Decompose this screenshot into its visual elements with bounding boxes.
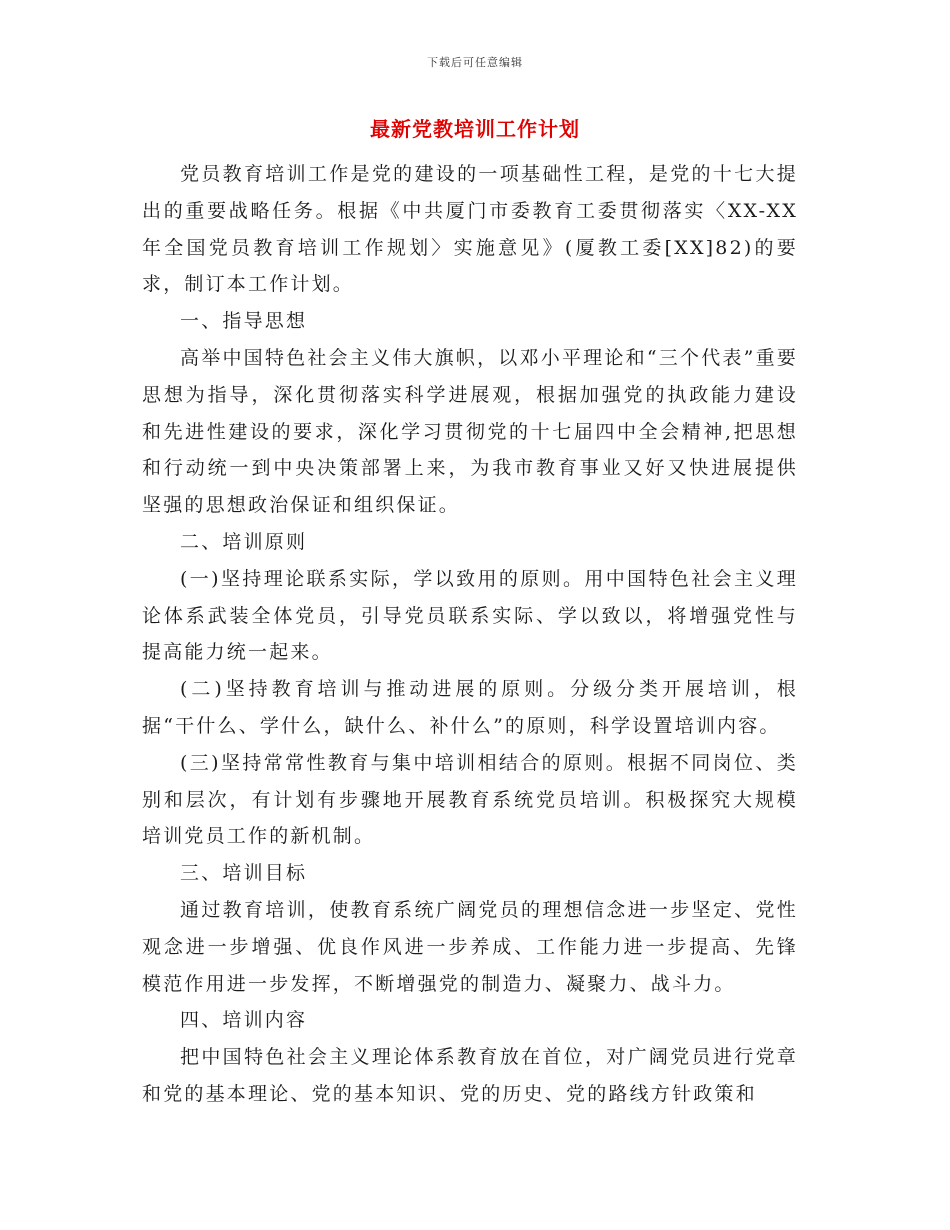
paragraph-principle-1: (一)坚持理论联系实际，学以致用的原则。用中国特色社会主义理论体系武装全体党员，引导党员联系实际、学以致以，将增强党性与提高能力统一起来。	[142, 567, 798, 664]
section-heading-training-goals: 三、培训目标	[180, 862, 308, 885]
section-heading-guiding-thought: 一、指导思想	[180, 310, 308, 333]
header-note: 下载后可任意编辑	[427, 56, 523, 69]
paragraph-principle-3: (三)坚持常常性教育与集中培训相结合的原则。根据不同岗位、类别和层次，有计划有步骤地开展教育系统党员培训。积极探究大规模培训党员工作的新机制。	[142, 751, 798, 848]
section-heading-training-content: 四、培训内容	[180, 1009, 308, 1032]
section-heading-training-principles: 二、培训原则	[180, 530, 308, 553]
paragraph-guiding-thought: 高举中国特色社会主义伟大旗帜，以邓小平理论和“三个代表”重要思想为指导，深化贯彻落实科学进展观，根据加强党的执政能力建设和先进性建设的要求，深化学习贯彻党的十七届四中全会精神,把思想和行动统一到中央决策部署上来，为我市教育事业又好又快进展提供坚强的思想政治保证和组织保证。	[142, 346, 798, 517]
paragraph-intro: 党员教育培训工作是党的建设的一项基础性工程，是党的十七大提出的重要战略任务。根据《中共厦门市委教育工委贯彻落实〈XX-XX年全国党员教育培训工作规划〉实施意见》(厦教工委[XX]82)的要求，制订本工作计划。	[142, 163, 798, 296]
paragraph-training-goals: 通过教育培训，使教育系统广阔党员的理想信念进一步坚定、党性观念进一步增强、优良作风进一步养成、工作能力进一步提高、先锋模范作用进一步发挥，不断增强党的制造力、凝聚力、战斗力。	[142, 898, 798, 995]
document-title: 最新党教培训工作计划	[370, 117, 580, 141]
paragraph-principle-2: (二)坚持教育培训与推动进展的原则。分级分类开展培训，根据“干什么、学什么，缺什么、补什么”的原则，科学设置培训内容。	[142, 678, 798, 737]
document-body	[142, 156, 798, 1113]
paragraph-training-content: 把中国特色社会主义理论体系教育放在首位，对广阔党员进行党章和党的基本理论、党的基本知识、党的历史、党的路线方针政策和	[142, 1046, 798, 1105]
